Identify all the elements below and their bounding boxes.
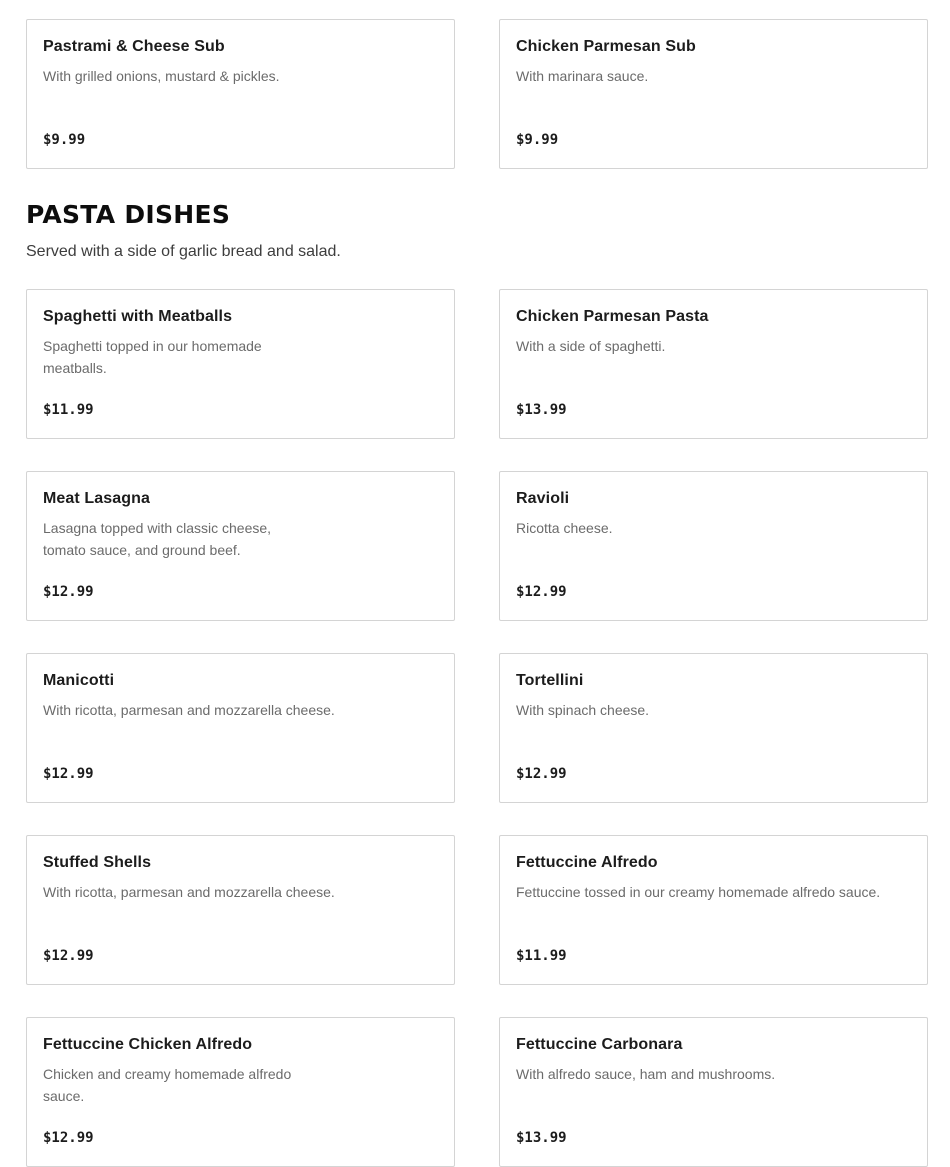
menu-item-card[interactable] (26, 835, 455, 985)
menu-item-price: $12.99 (516, 584, 567, 600)
section-subtitle: Served with a side of garlic bread and salad. (26, 243, 341, 260)
menu-item-description: With spinach cheese. (516, 702, 650, 718)
menu-item-card[interactable] (499, 835, 928, 985)
menu-item-price: $13.99 (516, 402, 567, 418)
menu-item-price: $11.99 (516, 948, 567, 964)
menu-item-name: Stuffed Shells (43, 854, 152, 871)
menu-item-description: With grilled onions, mustard & pickles. (43, 68, 280, 84)
menu-item-card[interactable] (499, 471, 928, 621)
menu-item-name: Fettuccine Chicken Alfredo (43, 1036, 253, 1053)
menu-item-name: Chicken Parmesan Sub (516, 38, 696, 55)
menu-item-price: $13.99 (516, 1130, 567, 1146)
menu-item-card[interactable] (499, 289, 928, 439)
menu-item-description: With a side of spaghetti. (516, 338, 666, 354)
menu-item-card[interactable] (499, 1017, 928, 1167)
menu-item-description: With ricotta, parmesan and mozzarella cheese. (43, 702, 335, 718)
menu-item-price: $9.99 (43, 132, 86, 148)
menu-item-name: Fettuccine Carbonara (516, 1036, 683, 1053)
menu-item-card[interactable] (26, 1017, 455, 1167)
menu-item-name: Ravioli (516, 490, 570, 507)
menu-item-description: Lasagna topped with classic cheese, tomato sauce, and ground beef. (43, 520, 272, 558)
menu-item-price: $12.99 (516, 766, 567, 782)
menu-item-description: Fettuccine tossed in our creamy homemade alfredo sauce. (516, 884, 881, 900)
menu-item-price: $9.99 (516, 132, 559, 148)
menu-item-name: Manicotti (43, 672, 115, 689)
menu-item-description: With marinara sauce. (516, 68, 649, 84)
menu-item-description: Ricotta cheese. (516, 520, 613, 536)
menu-item-card[interactable] (499, 19, 928, 169)
menu-item-description: With ricotta, parmesan and mozzarella cheese. (43, 884, 335, 900)
menu-item-price: $12.99 (43, 584, 94, 600)
menu-item-card[interactable] (26, 471, 455, 621)
menu-item-name: Tortellini (516, 672, 584, 689)
menu-item-name: Meat Lasagna (43, 490, 151, 507)
section-title: PASTA DISHES (26, 200, 231, 229)
menu-item-card[interactable] (26, 653, 455, 803)
menu-item-name: Spaghetti with Meatballs (43, 308, 233, 325)
menu-item-price: $12.99 (43, 1130, 94, 1146)
menu-item-price: $12.99 (43, 766, 94, 782)
menu-item-price: $12.99 (43, 948, 94, 964)
menu-item-card[interactable] (26, 19, 455, 169)
menu-item-card[interactable] (499, 653, 928, 803)
menu-item-description: Chicken and creamy homemade alfredo sauce. (43, 1066, 292, 1104)
menu-item-description: With alfredo sauce, ham and mushrooms. (516, 1066, 776, 1082)
menu-item-name: Pastrami & Cheese Sub (43, 38, 225, 55)
menu-item-name: Chicken Parmesan Pasta (516, 308, 709, 325)
menu-item-name: Fettuccine Alfredo (516, 854, 658, 871)
menu-item-description: Spaghetti topped in our homemade meatballs. (43, 338, 262, 376)
menu-item-card[interactable] (26, 289, 455, 439)
menu-item-price: $11.99 (43, 402, 94, 418)
